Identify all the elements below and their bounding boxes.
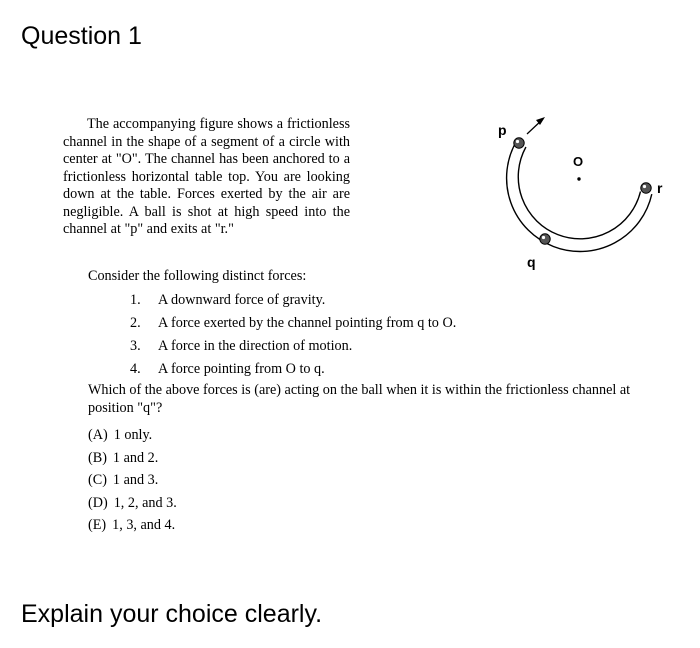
explain-instruction: Explain your choice clearly. <box>21 600 323 628</box>
question-text: Which of the above forces is (are) acting on the ball when it is within the frictionless channel at position "q"? <box>88 382 631 416</box>
question-heading: Question 1 <box>21 22 142 50</box>
ball-at-r <box>641 183 651 193</box>
force-item: 1. A downward force of gravity. <box>130 292 326 308</box>
forces-prompt: Consider the following distinct forces: <box>88 268 307 284</box>
force-item: 4. A force pointing from O to q. <box>130 361 325 377</box>
label-q: q <box>527 254 536 270</box>
channel-figure <box>490 108 675 270</box>
choice-a[interactable]: (A) 1 only. <box>88 427 153 443</box>
answer-choices <box>88 424 177 537</box>
forces-list <box>130 289 456 381</box>
choice-d[interactable]: (D) 1, 2, and 3. <box>88 494 177 511</box>
force-item: 3. A force in the direction of motion. <box>130 338 353 354</box>
choice-b[interactable]: (B) 1 and 2. <box>88 449 159 466</box>
center-dot <box>577 177 580 180</box>
label-o: O <box>573 154 584 169</box>
force-item: 2. A force exerted by the channel pointing from q to O. <box>130 315 457 331</box>
ball-at-q <box>540 234 550 244</box>
intro-paragraph: The accompanying figure shows a frictionless channel in the shape of a segment of a circle with center at "O". The channel has been anchored to a frictionless horizontal table top. You are looking down at the table. Forces exerted by the air are negligible. A ball is shot at high speed into the channel at "p" and exits at "r." <box>63 116 350 237</box>
choice-c[interactable]: (C) 1 and 3. <box>88 472 159 488</box>
label-r: r <box>657 180 663 196</box>
label-p: p <box>498 122 507 138</box>
choice-e[interactable]: (E) 1, 3, and 4. <box>88 517 176 533</box>
ball-at-p <box>514 138 524 148</box>
